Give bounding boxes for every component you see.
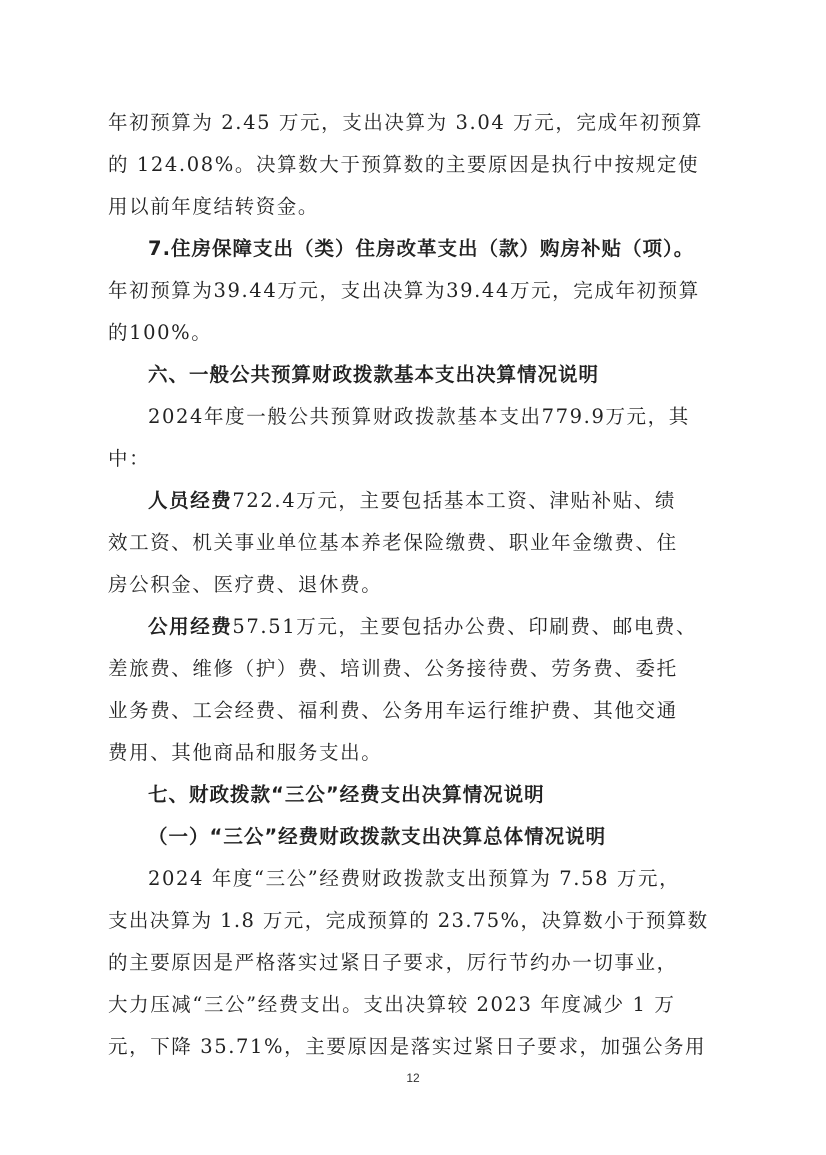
- personnel-expense-first-line: [108, 480, 708, 522]
- personnel-expense-text: 722.4万元，主要包括基本工资、津贴补贴、绩: [232, 489, 677, 512]
- paragraph-1-line-1: 年初预算为 2.45 万元，支出决算为 3.04 万元，完成年初预算: [108, 111, 704, 134]
- public-expense-line-2: 差旅费、维修（护）费、培训费、公务接待费、劳务费、委托: [108, 657, 678, 680]
- section-7-line-1: 2024 年度“三公”经费财政拨款支出预算为 7.58 万元，: [148, 867, 681, 890]
- section-7-line-3: 的主要原因是严格落实过紧日子要求，厉行节约办一切事业，: [108, 951, 678, 974]
- public-expense-line-3: 业务费、工会经费、福利费、公务用车运行维护费、其他交通: [108, 699, 678, 722]
- public-expense-label: 公用经费: [148, 615, 233, 638]
- personnel-expense-label: 人员经费: [148, 489, 233, 512]
- item-7-line-2: 的100%。: [108, 321, 213, 344]
- section-6-heading: 六、一般公共预算财政拨款基本支出决算情况说明: [148, 363, 600, 386]
- paragraph-1-line-2: 的 124.08%。决算数大于预算数的主要原因是执行中按规定使: [108, 153, 700, 176]
- personnel-expense-line-2: 效工资、机关事业单位基本养老保险缴费、职业年金缴费、住: [108, 531, 678, 554]
- paragraph-1-line-3: 用以前年度结转资金。: [108, 195, 320, 218]
- section-6-intro-line-1: 2024年度一般公共预算财政拨款基本支出779.9万元，其: [148, 405, 690, 428]
- item-7-line-1: 年初预算为39.44万元，支出决算为39.44万元，完成年初预算: [108, 279, 700, 302]
- section-6-intro-line-2: 中：: [108, 447, 151, 470]
- item-7-heading: 7.住房保障支出（类）住房改革支出（款）购房补贴（项）。: [148, 237, 695, 260]
- section-7-heading: 七、财政拨款“三公”经费支出决算情况说明: [148, 783, 545, 806]
- public-expense-first-line: [108, 606, 708, 648]
- section-7-line-4: 大力压减“三公”经费支出。支出决算较 2023 年度减少 1 万: [108, 993, 676, 1016]
- document-page: [108, 102, 708, 1068]
- page-number: 12: [406, 1071, 420, 1085]
- section-7-line-2: 支出决算为 1.8 万元，完成预算的 23.75%，决算数小于预算数: [108, 909, 709, 932]
- section-7-sub-heading: （一）“三公”经费财政拨款支出决算总体情况说明: [148, 825, 607, 848]
- personnel-expense-line-3: 房公积金、医疗费、退休费。: [108, 573, 383, 596]
- public-expense-text: 57.51万元，主要包括办公费、印刷费、邮电费、: [232, 615, 698, 638]
- public-expense-line-4: 费用、其他商品和服务支出。: [108, 741, 383, 764]
- section-7-line-5: 元，下降 35.71%，主要原因是落实过紧日子要求，加强公务用: [108, 1035, 707, 1058]
